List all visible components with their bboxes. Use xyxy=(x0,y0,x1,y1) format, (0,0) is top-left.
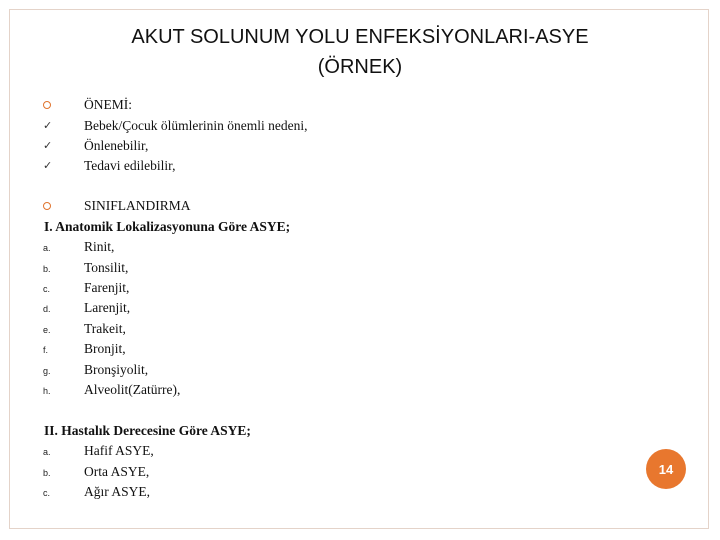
onemi-heading: ÖNEMİ: xyxy=(84,97,132,112)
checkmark-icon: ✓ xyxy=(43,139,53,152)
title-line-2: (ÖRNEK) xyxy=(317,56,403,78)
list-marker: f. xyxy=(43,345,49,355)
list-item xyxy=(0,339,600,359)
title-line-1: AKUT SOLUNUM YOLU ENFEKSİYONLARI-ASYE xyxy=(131,26,589,48)
list-marker: c. xyxy=(43,488,51,498)
list-item xyxy=(0,278,600,298)
list-item-text: Ağır ASYE, xyxy=(84,484,151,499)
list-item-text: Farenjit, xyxy=(84,280,130,295)
group1-title: I. Anatomik Lokalizasyonuna Göre ASYE; xyxy=(44,219,291,234)
list-item xyxy=(0,360,600,380)
list-marker: a. xyxy=(43,447,51,457)
list-item xyxy=(0,156,600,176)
siniflandirma-heading: SINIFLANDIRMA xyxy=(84,198,191,213)
list-marker: a. xyxy=(43,243,51,253)
list-item xyxy=(0,116,600,136)
list-item xyxy=(0,462,600,482)
list-item-text: Orta ASYE, xyxy=(84,464,150,479)
list-item-text: Tonsilit, xyxy=(84,260,129,275)
list-item-text: Rinit, xyxy=(84,239,115,254)
list-item xyxy=(0,319,600,339)
group1-title-row xyxy=(0,217,600,237)
list-item xyxy=(0,482,600,502)
onemi-heading-row xyxy=(0,95,600,115)
list-item-text: Bronşiyolit, xyxy=(84,362,149,377)
list-item xyxy=(0,441,600,461)
list-marker: b. xyxy=(43,264,51,274)
list-item-text: Bronjit, xyxy=(84,341,126,356)
list-marker: e. xyxy=(43,325,51,335)
list-item-text: Hafif ASYE, xyxy=(84,443,154,458)
list-item xyxy=(0,237,600,257)
onemi-item: Bebek/Çocuk ölümlerinin önemli nedeni, xyxy=(84,118,308,133)
page-number-badge: 14 xyxy=(646,449,686,489)
list-item xyxy=(0,298,600,318)
list-marker: c. xyxy=(43,284,51,294)
circle-bullet-icon xyxy=(43,101,51,109)
list-item xyxy=(0,380,600,400)
checkmark-icon: ✓ xyxy=(43,119,53,132)
onemi-item: Tedavi edilebilir, xyxy=(84,158,176,173)
list-item xyxy=(0,258,600,278)
group2-title: II. Hastalık Derecesine Göre ASYE; xyxy=(44,423,251,438)
onemi-item: Önlenebilir, xyxy=(84,138,149,153)
list-marker: h. xyxy=(43,386,51,396)
list-marker: b. xyxy=(43,468,51,478)
circle-bullet-icon xyxy=(43,202,51,210)
group2-title-row xyxy=(0,421,600,441)
siniflandirma-heading-row xyxy=(0,196,600,216)
list-item-text: Alveolit(Zatürre), xyxy=(84,382,181,397)
list-item-text: Trakeit, xyxy=(84,321,126,336)
list-marker: g. xyxy=(43,366,51,376)
slide-title xyxy=(60,22,660,82)
list-item-text: Larenjit, xyxy=(84,300,131,315)
checkmark-icon: ✓ xyxy=(43,159,53,172)
list-marker: d. xyxy=(43,304,51,314)
list-item xyxy=(0,136,600,156)
